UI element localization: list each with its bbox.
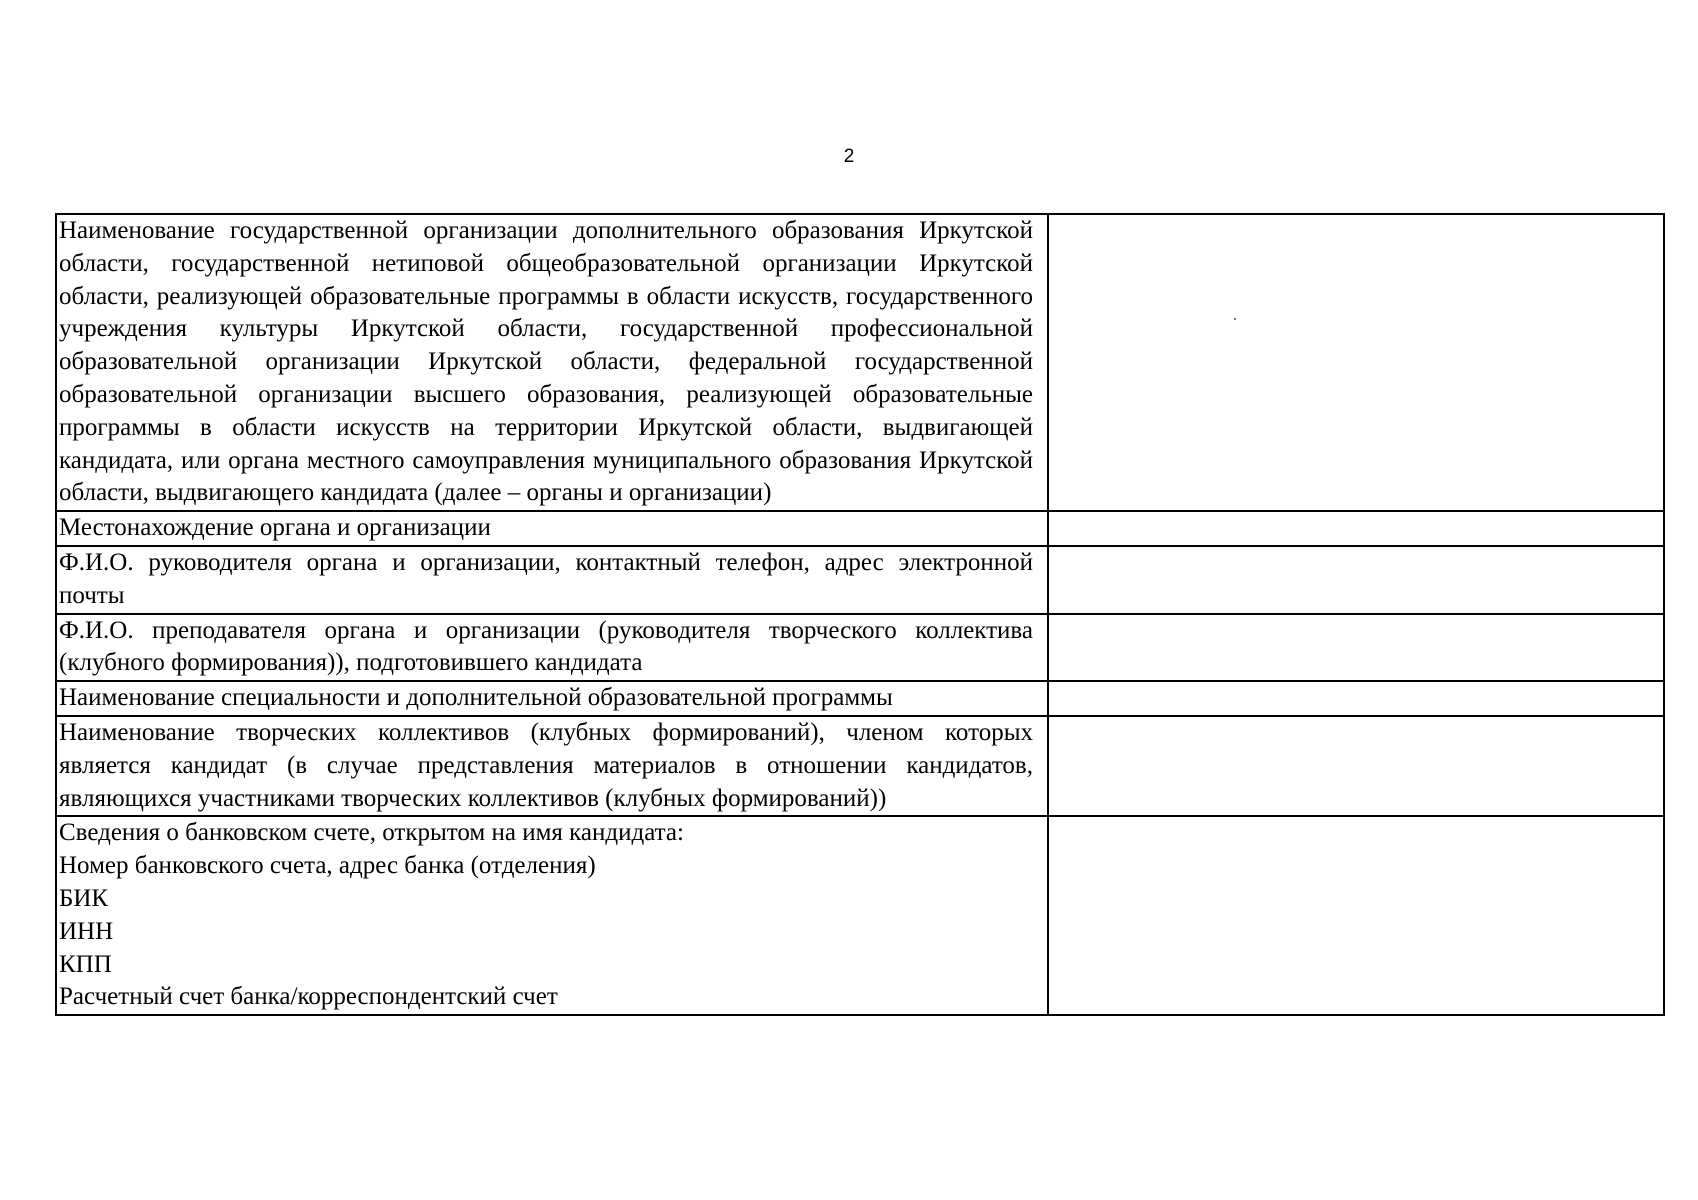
- table-row-head-contacts: [56, 546, 1664, 614]
- bank-details-label: [56, 816, 1048, 1015]
- teacher-name-label: Ф.И.О. преподавателя органа и организации (руководителя творческого коллектива (клубного формирования)), подготовившего кандидата: [56, 614, 1048, 682]
- application-form-table: [55, 213, 1665, 1016]
- table-row-teacher-name: [56, 614, 1664, 682]
- organization-name-label: Наименование государственной организации дополнительного образования Иркутской области, государственной нетиповой общеобразовательной организации Иркутской области, реализующей образовательные программы в области искусств, государственного учреждения культуры Иркутской области, государственной профессиональной образовательной организации Иркутской области, федеральной государственной образовательной организации высшего образования, реализующей образовательные программы в области искусств на территории Иркутской области, выдвигающей кандидата, или органа местного самоуправления муниципального образования Иркутской области, выдвигающего кандидата (далее – органы и организации): [56, 214, 1048, 511]
- table-row-bank-details: [56, 816, 1664, 1015]
- correspondent-account-label: Расчетный счет банка/корреспондентский счет: [59, 983, 558, 1011]
- bik-label: БИК: [59, 884, 109, 912]
- organization-location-label: Местонахождение органа и организации: [56, 511, 1048, 546]
- table-row-specialty: [56, 681, 1664, 716]
- creative-collectives-label: Наименование творческих коллективов (клубных формирований), членом которых является кандидат (в случае представления материалов в отношении кандидатов, являющихся участниками творческих коллективов (клубных формирований)): [56, 716, 1048, 816]
- bank-details-heading: Сведения о банковском счете, открытом на имя кандидата:: [59, 819, 684, 847]
- creative-collectives-value[interactable]: [1048, 716, 1664, 816]
- table-row-creative-collectives: [56, 716, 1664, 816]
- bank-account-number-label: Номер банковского счета, адрес банка (отделения): [59, 852, 596, 880]
- organization-location-value[interactable]: [1048, 511, 1664, 546]
- head-contacts-value[interactable]: [1048, 546, 1664, 614]
- organization-name-value[interactable]: [1048, 214, 1664, 511]
- table-row-organization-name: [56, 214, 1664, 511]
- table-row-organization-location: [56, 511, 1664, 546]
- bank-details-value[interactable]: [1048, 816, 1664, 1015]
- specialty-value[interactable]: [1048, 681, 1664, 716]
- inn-label: ИНН: [59, 917, 114, 945]
- head-contacts-label: Ф.И.О. руководителя органа и организации, контактный телефон, адрес электронной почты: [56, 546, 1048, 614]
- teacher-name-value[interactable]: [1048, 614, 1664, 682]
- kpp-label: КПП: [59, 950, 112, 978]
- specialty-label: Наименование специальности и дополнительной образовательной программы: [56, 681, 1048, 716]
- page-number: 2: [843, 146, 855, 167]
